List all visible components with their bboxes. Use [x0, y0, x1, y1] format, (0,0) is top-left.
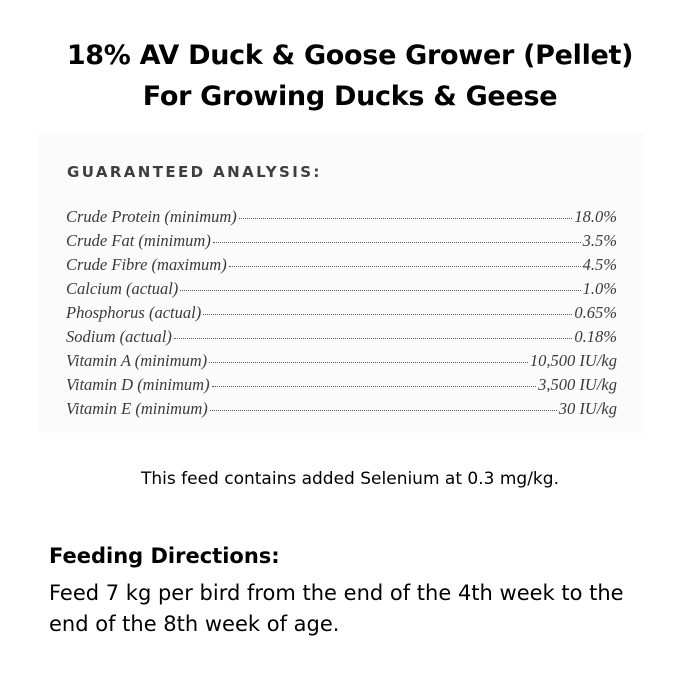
dot-leader [203, 314, 572, 315]
analysis-label: Calcium (actual) [66, 279, 179, 298]
analysis-label: Vitamin A (minimum) [66, 351, 208, 370]
analysis-row [66, 277, 617, 301]
dot-leader [209, 362, 528, 363]
dot-leader [174, 338, 573, 339]
analysis-value: 1.0% [582, 279, 617, 298]
analysis-label: Crude Fat (minimum) [66, 231, 211, 250]
analysis-label: Vitamin D (minimum) [66, 375, 210, 394]
analysis-value: 10,500 IU/kg [529, 351, 617, 370]
analysis-row [66, 205, 617, 229]
analysis-value: 4.5% [582, 255, 617, 274]
analysis-label: Sodium (actual) [66, 327, 172, 346]
analysis-row [66, 397, 617, 421]
dot-leader [229, 266, 581, 267]
analysis-value: 0.18% [574, 327, 617, 346]
analysis-value: 30 IU/kg [558, 399, 617, 418]
analysis-label: Vitamin E (minimum) [66, 399, 208, 418]
analysis-value: 3.5% [582, 231, 617, 250]
analysis-row [66, 349, 617, 373]
analysis-row [66, 301, 617, 325]
dot-leader [239, 218, 573, 219]
analysis-row [66, 373, 617, 397]
dot-leader [212, 386, 537, 387]
analysis-label: Phosphorus (actual) [66, 303, 202, 322]
analysis-row [66, 325, 617, 349]
product-subtitle: For Growing Ducks & Geese [142, 81, 558, 112]
dot-leader [210, 410, 557, 411]
analysis-value: 18.0% [574, 207, 617, 226]
product-title: 18% AV Duck & Goose Grower (Pellet) [66, 40, 634, 71]
analysis-row [66, 253, 617, 277]
dot-leader [213, 242, 581, 243]
analysis-value: 3,500 IU/kg [538, 375, 617, 394]
analysis-row [66, 229, 617, 253]
guaranteed-analysis-heading: GUARANTEED ANALYSIS: [67, 163, 322, 181]
analysis-label: Crude Fibre (maximum) [66, 255, 227, 274]
analysis-label: Crude Protein (minimum) [66, 207, 237, 226]
guaranteed-analysis-list [66, 205, 617, 421]
selenium-note: This feed contains added Selenium at 0.3 mg/kg. [141, 469, 559, 489]
dot-leader [180, 290, 580, 291]
analysis-value: 0.65% [574, 303, 617, 322]
feeding-directions-heading: Feeding Directions: [49, 544, 280, 568]
feeding-directions-text: Feed 7 kg per bird from the end of the 4th week to the end of the 8th week of age. [49, 581, 624, 636]
